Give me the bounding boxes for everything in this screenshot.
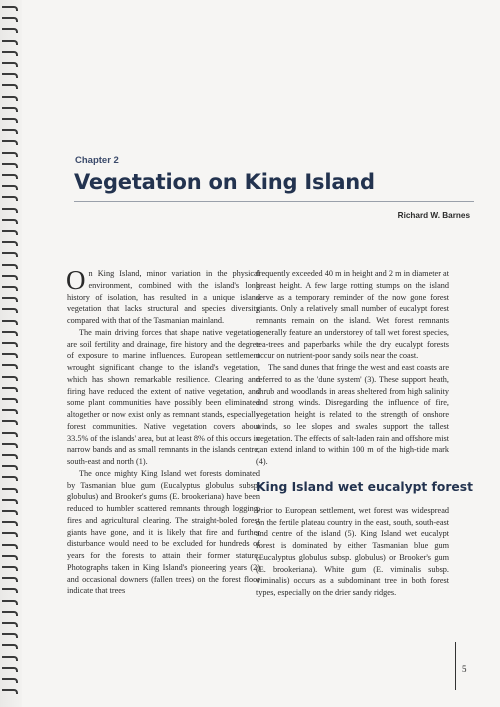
- binding-coil: [2, 286, 18, 291]
- intro-paragraph: [66, 265, 260, 327]
- binding-coil: [2, 566, 18, 571]
- binding-coil: [2, 633, 18, 638]
- binding-coil: [2, 118, 18, 123]
- binding-coil: [2, 364, 18, 369]
- intro-text: n King Island, minor variation in the physical environment, combined with the island's long history of isolation, has resulted in a unique island vegetation that lacks structural and species diversity compared with that of the Tasmanian mainland.: [67, 269, 260, 325]
- binding-coil: [2, 465, 18, 470]
- binding-coil: [2, 678, 18, 683]
- binding-coil: [2, 667, 18, 672]
- binding-coil: [2, 521, 18, 526]
- binding-coil: [2, 499, 18, 504]
- page-number-rule: [455, 642, 456, 690]
- author-name: Richard W. Barnes: [397, 211, 470, 220]
- binding-coil: [2, 252, 18, 257]
- body-paragraph: The sand dunes that fringe the west and east coasts are referred to as the 'dune system' (3). These support heath, shrub and woodlands in areas sheltered from high salinity and strong winds. Disregarding the influence of fire, vegetation height is related to the strength of onshore winds, so lee slopes and swales support the tallest vegetation. The effects of salt-laden rain and offshore mist can extend inland to within 100 m of the high-tide mark (4).: [256, 363, 449, 466]
- binding-coil: [2, 376, 18, 381]
- binding-coil: [2, 555, 18, 560]
- binding-coil: [2, 62, 18, 67]
- binding-coil: [2, 611, 18, 616]
- binding-coil: [2, 6, 18, 11]
- section-heading: King Island wet eucalypt forest: [256, 479, 473, 494]
- binding-coil: [2, 40, 18, 45]
- binding-coil: [2, 353, 18, 358]
- binding-coil: [2, 84, 18, 89]
- binding-coil: [2, 275, 18, 280]
- left-column: [66, 265, 260, 597]
- binding-coil: [2, 163, 18, 168]
- binding-coil: [2, 28, 18, 33]
- binding-coil: [2, 96, 18, 101]
- binding-coil: [2, 689, 18, 694]
- binding-coil: [2, 510, 18, 515]
- chapter-label: Chapter 2: [75, 155, 119, 166]
- binding-coil: [2, 476, 18, 481]
- body-paragraph: frequently exceeded 40 m in height and 2 m in diameter at breast height. A few large rotting stumps on the island serve as a temporary reminder of the now gone forest giants. Only a relatively small number of eucalypt forest remnants remain on the island. Wet forest remnants generally feature an understorey of tall wet forest species, tea-trees and paperbarks while the dry eucalypt forests occur on nutrient-poor sandy soils near the coast.: [256, 269, 449, 361]
- binding-coil: [2, 600, 18, 605]
- binding-coil: [2, 196, 18, 201]
- binding-coil: [2, 454, 18, 459]
- spiral-binding: [0, 0, 22, 707]
- binding-coil: [2, 488, 18, 493]
- binding-coil: [2, 129, 18, 134]
- title-rule: [74, 201, 474, 202]
- binding-coil: [2, 219, 18, 224]
- binding-coil: [2, 387, 18, 392]
- right-column: [256, 268, 473, 599]
- binding-coil: [2, 644, 18, 649]
- body-paragraph: Prior to European settlement, wet forest was widespread on the fertile plateau country in the east, south, south-east and centre of the island (5). King Island wet eucalypt forest is dominated by either Tasmanian blue gum (Eucalyptus globulus subsp. globulus) or Brooker's gum (E. brookeriana). White gum (E. viminalis subsp. viminalis) occurs as a subdominant tree in both forest types, especially on the drier sandy ridges.: [256, 505, 449, 597]
- body-paragraph: The once mighty King Island wet forests dominated by Tasmanian blue gum (Eucalyptus globulus subsp. globulus) and Brooker's gums (E. brookeriana) have been reduced to humbler scattered remnants through logging, fires and agricultural clearing. The straight-boled forest giants have gone, and it is likely that fire and further disturbance would need to be excluded for hundreds of years for the forests to attain their former stature. Photographs taken in King Island's pioneering years (2) and occasional downers (fallen trees) on the forest floor indicate that trees: [67, 468, 260, 596]
- binding-coil: [2, 432, 18, 437]
- binding-coil: [2, 73, 18, 78]
- binding-coil: [2, 544, 18, 549]
- binding-coil: [2, 398, 18, 403]
- page-number: 5: [462, 664, 467, 674]
- binding-coil: [2, 264, 18, 269]
- binding-coil: [2, 443, 18, 448]
- binding-coil: [2, 152, 18, 157]
- binding-coil: [2, 140, 18, 145]
- binding-coil: [2, 297, 18, 302]
- binding-coil: [2, 51, 18, 56]
- body-paragraph: The main driving forces that shape native vegetation are soil fertility and drainage, fire history and the degree of exposure to marine influences. European settlement wrought significant change to the island's vegetation, which has shown remarkable resilience. Clearing and firing have reduced the extent of native vegetation, and some plant communities have possibly been eliminated altogether or now exist only as remnant stands, especially forest communities. Native vegetation covers about 33.5% of the islands' area, but at least 8% of this occurs in narrow bands and as small remnants in the islands centre, south-east and north (1).: [67, 327, 260, 466]
- binding-coil: [2, 320, 18, 325]
- binding-coil: [2, 656, 18, 661]
- binding-coil: [2, 409, 18, 414]
- binding-coil: [2, 107, 18, 112]
- binding-coil: [2, 331, 18, 336]
- binding-coil: [2, 230, 18, 235]
- binding-coil: [2, 622, 18, 627]
- binding-coil: [2, 17, 18, 22]
- binding-coil: [2, 532, 18, 537]
- binding-coil: [2, 577, 18, 582]
- chapter-title: Vegetation on King Island: [74, 170, 375, 194]
- binding-coil: [2, 185, 18, 190]
- drop-cap: O: [66, 265, 86, 295]
- binding-coil: [2, 174, 18, 179]
- binding-coil: [2, 308, 18, 313]
- binding-coil: [2, 208, 18, 213]
- binding-coil: [2, 420, 18, 425]
- binding-coil: [2, 241, 18, 246]
- binding-coil: [2, 342, 18, 347]
- binding-coil: [2, 588, 18, 593]
